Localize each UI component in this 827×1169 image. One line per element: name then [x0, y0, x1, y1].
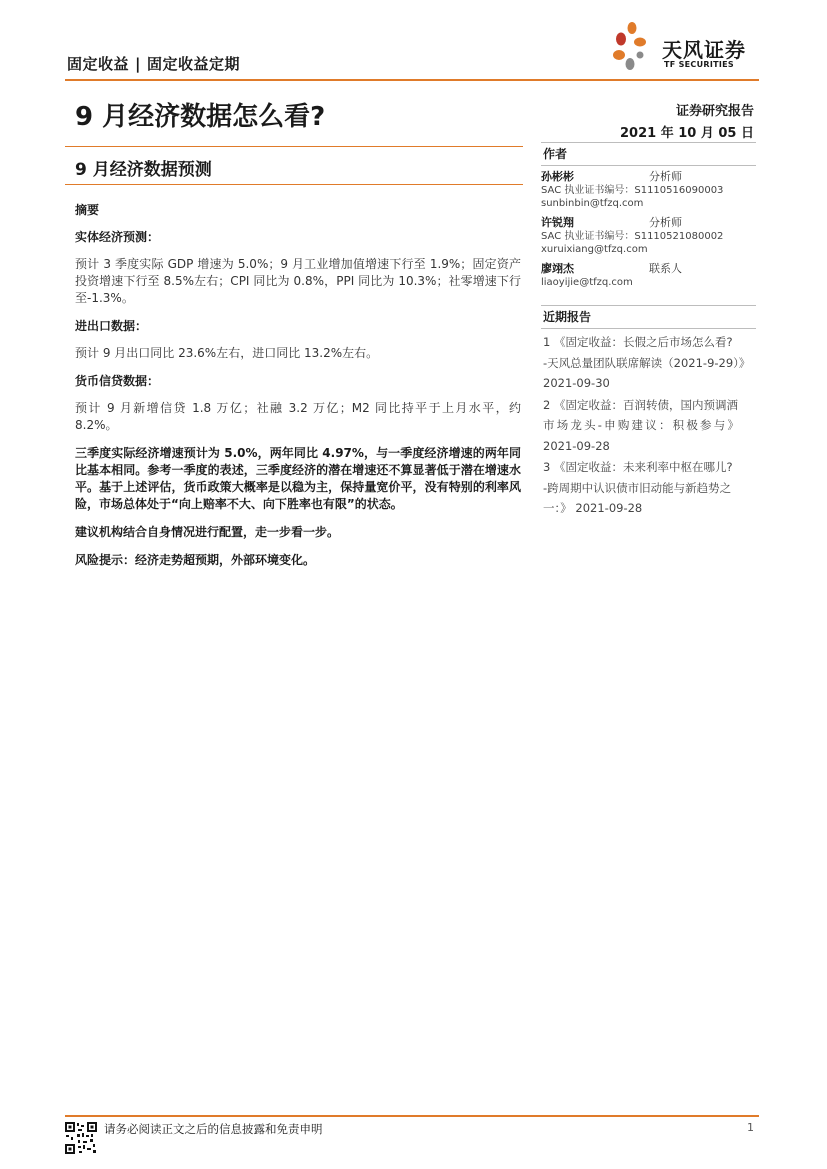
recent-report-date: 2021-09-28: [543, 438, 610, 453]
logo-subtitle: TF SECURITIES: [664, 60, 734, 69]
author-entry: [541, 260, 756, 289]
author-name: 孙彬彬: [541, 170, 574, 183]
recent-report-line: 2 《固定收益：百润转债，国内预调酒: [543, 397, 738, 412]
subtitle-divider-top: [65, 146, 523, 147]
recent-list: [541, 329, 756, 519]
report-type: 证券研究报告: [675, 104, 754, 119]
section-label-economy: 实体经济预测：: [75, 230, 160, 244]
recent-report-line: -天风总量团队联席解读（2021-9-29）》: [543, 355, 751, 370]
section-text-economy: 预计 3 季度实际 GDP 增速为 5.0%；9 月工业增加值增速下行至 1.9%；固定资产投资增速下行至 8.5%左右；CPI 同比为 0.8%，PPI 同比为 10.3%；社零增速下行至-1.3%。: [75, 257, 521, 305]
subtitle-divider-bottom: [65, 184, 523, 185]
section-label-credit: 货币信贷数据：: [75, 374, 160, 388]
recent-report-item[interactable]: [543, 332, 754, 394]
header-divider: [65, 79, 759, 81]
section-text-trade: 预计 9 月出口同比 23.6%左右，进口同比 13.2%左右。: [75, 346, 379, 360]
report-category: [67, 53, 240, 74]
recent-report-line: -跨周期中认识债市旧动能与新趋势之: [543, 480, 732, 495]
recent-report-line: 市场龙头-申购建议：积极参与》: [543, 418, 742, 432]
recent-report-item[interactable]: [543, 395, 754, 457]
subcategory-label: 固定收益定期: [147, 55, 241, 73]
authors-heading: 作者: [541, 142, 756, 166]
report-date: 2021 年 10 月 05 日: [620, 126, 754, 141]
author-role: 分析师: [649, 216, 682, 229]
author-role: 分析师: [649, 170, 682, 183]
category-label: 固定收益: [67, 55, 130, 73]
recent-report-date: 2021-09-30: [543, 376, 610, 390]
author-email[interactable]: xuruixiang@tfzq.com: [541, 244, 648, 255]
author-email[interactable]: liaoyijie@tfzq.com: [541, 277, 633, 288]
summary-section: [75, 202, 521, 580]
summary-conclusion: 三季度实际经济增速预计为 5.0%，两年同比 4.97%，与一季度经济增速的两年同比基本相同。参考一季度的表述，三季度经济的潜在增速还不算显著低于潜在增速水平。基于上述评估，货币政策大概率是以稳为主，保持量宽价平，没有特别的利率风险，市场总体处于“向上赔率不大、向下胜率也有限”的状态。: [75, 446, 521, 511]
page-number: 1: [747, 1121, 754, 1134]
summary-advice: 建议机构结合自身情况进行配置，走一步看一步。: [75, 525, 340, 539]
author-entry: [541, 214, 756, 256]
author-cert: SAC 执业证书编号：S1110521080002: [541, 231, 724, 242]
logo-name: 天风证券: [662, 38, 746, 62]
footer-divider: [65, 1115, 759, 1117]
author-name: 廖翊杰: [541, 262, 574, 275]
qr-code-icon: [64, 1121, 98, 1155]
section-text-credit: 预计 9 月新增信贷 1.8 万亿；社融 3.2 万亿；M2 同比持平于上月水平，约 8.2%。: [75, 401, 521, 432]
category-separator: |: [135, 55, 141, 73]
author-role: 联系人: [649, 262, 682, 275]
section-label-trade: 进出口数据：: [75, 319, 148, 333]
author-cert: SAC 执业证书编号：S1110516090003: [541, 185, 724, 196]
author-entry: [541, 168, 756, 210]
authors-list: [541, 168, 756, 293]
recent-report-line: 1 《固定收益：长假之后市场怎么看?: [543, 335, 733, 349]
author-email[interactable]: sunbinbin@tfzq.com: [541, 198, 644, 209]
company-logo: [610, 20, 760, 75]
risk-warning: 风险提示：经济走势超预期，外部环境变化。: [75, 553, 316, 567]
summary-heading: 摘要: [75, 203, 100, 217]
recent-heading: 近期报告: [541, 305, 756, 329]
recent-reports: [541, 305, 756, 520]
authors-header: [541, 142, 756, 166]
author-name: 许锐翔: [541, 216, 574, 229]
report-subtitle: 9 月经济数据预测: [75, 160, 212, 180]
recent-report-line: 3 《固定收益：未来利率中枢在哪儿?: [543, 460, 733, 474]
report-title: 9 月经济数据怎么看?: [75, 102, 326, 132]
recent-report-item[interactable]: [543, 457, 754, 519]
logo-petals-icon: [610, 20, 660, 75]
disclaimer-text: 请务必阅读正文之后的信息披露和免责申明: [104, 1122, 323, 1136]
recent-report-date: 一：》 2021-09-28: [543, 501, 643, 515]
